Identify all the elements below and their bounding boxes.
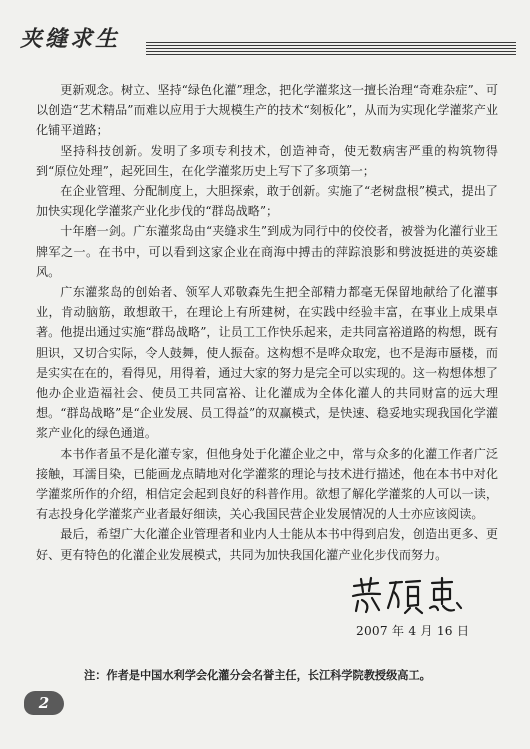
paragraph: 广东灌浆岛的创始者、领军人邓敬森先生把全部精力都毫无保留地献给了化灌事业，肯动脑筋，敢想敢干，在理论上有所建树，在实践中经验丰富，在事业上成果卓著。他提出通过实施“群岛战略”，让员工工作快乐起来，走共同富裕道路的构想，既有胆识，又切合实际，令人鼓舞，使人振奋。这构想不是哗众取宠，也不是海市蜃楼，而是实实在在的，看得见，用得着，通过大家的努力是完全可以实现的。这一构想体想了他办企业造福社会、使员工共同富裕、让化灌成为全体化灌人的共同财富的远大理想。“群岛战略”是“企业发展、员工得益”的双赢模式，是快速、稳妥地实现我国化学灌浆产业化的绿色通道。 [36,285,498,441]
paragraph: 坚持科技创新。发明了多项专利技术，创造神奇，使无数病害严重的构筑物得到“原位处理”，起死回生，在化学灌浆历史上写下了多项第一； [36,143,498,178]
paragraph: 更新观念。树立、坚持“绿色化灌”理念，把化学灌浆这一擅长治理“奇难杂症”、可以创造“艺术精品”而难以应用于大规模生产的技术“刻板化”，从而为实现化学灌浆产业化铺平道路； [36,83,498,138]
page-header [18,14,518,70]
handwritten-signature [348,574,468,616]
author-note: 注：作者是中国水利学会化灌分会名誉主任，长江科学院教授级高工。 [84,669,431,682]
page-number-badge [24,691,64,715]
page-number: 2 [38,694,50,712]
header-rule [146,42,516,56]
signature-drawing [348,574,468,616]
book-title-logo: 夹缝求生 [20,26,121,52]
paragraph: 最后，希望广大化灌企业管理者和业内人士能从本书中得到启发，创造出更多、更好、更有特色的化灌企业发展模式，共同为加快我国化灌产业化步伐而努力。 [36,527,498,562]
paragraph: 在企业管理、分配制度上，大胆探索，敢于创新。实施了“老树盘根”模式，提出了加快实现化学灌浆产业化步伐的“群岛战略”； [36,184,498,219]
paragraph: 十年磨一剑。广东灌浆岛由“夹缝求生”到成为同行中的佼佼者，被誉为化灌行业王牌军之一。在书中，可以看到这家企业在商海中搏击的萍踪浪影和劈波挺进的英姿雄风。 [36,224,498,279]
signature-date: 2007 年 4 月 16 日 [356,624,470,638]
body-text [36,80,498,565]
paragraph: 本书作者虽不是化灌专家，但他身处于化灌企业之中，常与众多的化灌工作者广泛接触，耳濡目染，已能画龙点睛地对化学灌浆的理论与技术进行描述，他在本书中对化学灌浆所作的介绍，相信定会起到良好的科普作用。欲想了解化学灌浆的人可以一读，有志投身化学灌浆产业者最好细读，关心我国民营企业发展情况的人士亦应该阅读。 [36,446,498,522]
